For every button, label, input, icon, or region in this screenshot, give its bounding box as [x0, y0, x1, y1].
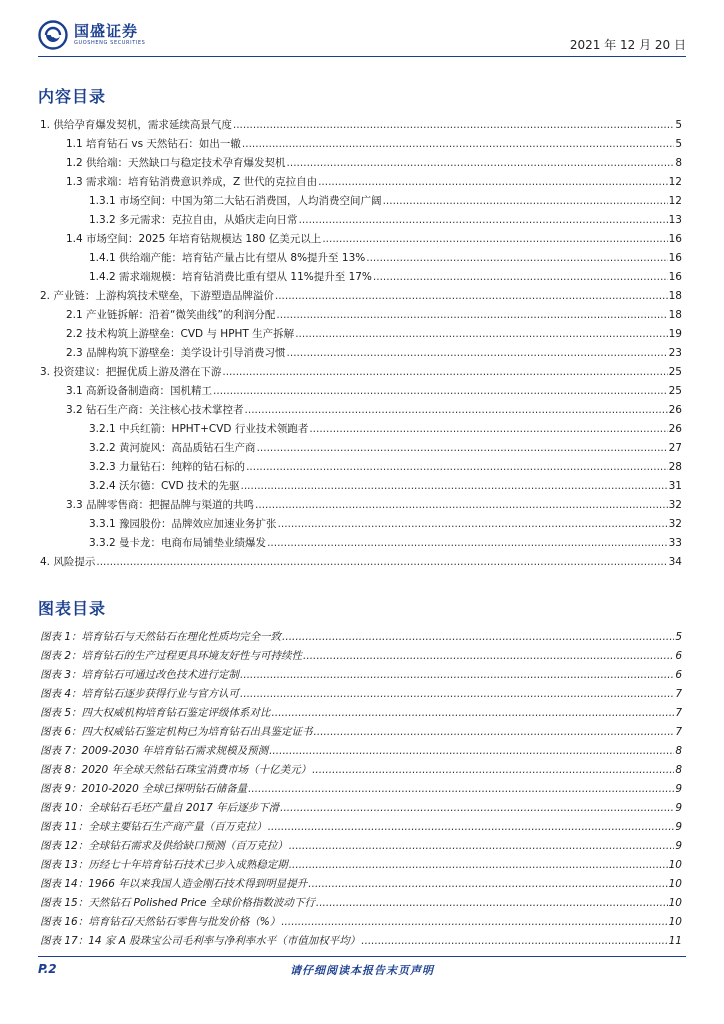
toc-leader: [240, 668, 674, 682]
toc-leader: [245, 403, 668, 417]
toc-entry-page: 16: [668, 271, 682, 283]
toc-leader: [299, 213, 668, 227]
toc-entry-page: 34: [668, 556, 682, 568]
figure-entry-label: 图表 3：培育钻石可通过改色技术进行定制: [40, 669, 240, 681]
logo-english-name: GUOSHENG SECURITIES: [74, 40, 146, 46]
toc-entry-label: 3. 投资建议：把握优质上游及潜在下游: [40, 366, 222, 378]
figure-entry-label: 图表 7：2009-2030 年培育钻石需求规模及预测: [40, 745, 269, 757]
toc-entry-page: 12: [668, 195, 682, 207]
toc-entry-page: 32: [668, 499, 682, 511]
toc-leader: [289, 839, 675, 853]
toc-entry-label: 1.3 需求端：培育钻消费意识养成，Z 世代的克拉自由: [66, 176, 318, 188]
toc-leader: [96, 555, 667, 569]
page-number: P.2: [38, 962, 57, 976]
figure-entry-label: 图表 1：培育钻石与天然钻石在理化性质均完全一致: [40, 631, 282, 643]
toc-entry[interactable]: [89, 517, 682, 531]
toc-entry[interactable]: [40, 365, 682, 379]
toc-title: 内容目录: [38, 87, 107, 106]
figure-entry[interactable]: [40, 801, 682, 815]
toc-entry-label: 1.1 培育钻石 vs 天然钻石：如出一辙: [66, 138, 241, 150]
header-divider: [38, 56, 686, 57]
figure-entry-label: 图表 17：14 家 A 股珠宝公司毛利率与净利率水平（市值加权平均）: [40, 935, 361, 947]
logo-text: [74, 23, 145, 47]
toc-entry-page: 5: [675, 119, 682, 131]
figure-entry[interactable]: [40, 839, 682, 853]
figure-entry-page: 11: [668, 935, 682, 947]
toc-entry-page: 26: [668, 404, 682, 416]
toc-entry-page: 25: [668, 366, 682, 378]
toc-leader: [275, 289, 668, 303]
toc-entry-page: 12: [668, 176, 682, 188]
figure-entry-label: 图表 4：培育钻石逐步获得行业与官方认可: [40, 688, 240, 700]
toc-entry[interactable]: [66, 403, 682, 417]
toc-entry[interactable]: [66, 346, 682, 360]
toc-entry-label: 1.2 供给端：天然缺口与稳定技术孕育爆发契机: [66, 157, 286, 169]
toc-entry-label: 2. 产业链：上游构筑技术壁垒，下游塑造品牌溢价: [40, 290, 274, 302]
figure-entry-label: 图表 14：1966 年以来我国人造金刚石技术得到明显提升: [40, 878, 308, 890]
figure-entry-page: 10: [668, 859, 682, 871]
toc-leader: [295, 327, 667, 341]
toc-entry[interactable]: [89, 213, 682, 227]
figure-entry-page: 10: [668, 878, 682, 890]
toc-leader: [246, 460, 668, 474]
toc-entry-label: 3.3.1 豫园股份：品牌效应加速业务扩张: [89, 518, 277, 530]
toc-entry-page: 27: [668, 442, 682, 454]
toc-leader: [242, 137, 674, 151]
figure-entry[interactable]: [40, 763, 682, 777]
toc-entry[interactable]: [66, 175, 682, 189]
toc-leader: [316, 896, 668, 910]
toc-entry-label: 1.3.1 市场空间：中国为第二大钻石消费国，人均消费空间广阔: [89, 195, 382, 207]
toc-entry[interactable]: [66, 156, 682, 170]
toc-entry-label: 1.4.2 需求端规模：培育钻消费比重有望从 11%提升至 17%: [89, 271, 372, 283]
figure-entry-page: 9: [675, 802, 682, 814]
toc-leader: [257, 441, 668, 455]
toc-entry-page: 23: [668, 347, 682, 359]
figure-entry-page: 7: [675, 688, 682, 700]
toc-leader: [383, 194, 668, 208]
footer-divider: [38, 956, 686, 957]
toc-entry[interactable]: [89, 270, 682, 284]
toc-leader: [318, 175, 668, 189]
toc-entry-page: 13: [668, 214, 682, 226]
figure-entry-page: 5: [675, 631, 682, 643]
toc-leader: [276, 308, 667, 322]
toc-entry-label: 1.4 市场空间：2025 年培育钻规模达 180 亿美元以上: [66, 233, 322, 245]
toc-entry-page: 16: [668, 252, 682, 264]
toc-leader: [287, 346, 668, 360]
toc-entry-label: 4. 风险提示: [40, 556, 96, 568]
toc-leader: [241, 479, 668, 493]
toc-entry-page: 18: [668, 309, 682, 321]
toc-entry[interactable]: [89, 194, 682, 208]
figure-entry-label: 图表 8：2020 年全球天然钻石珠宝消费市场（十亿美元）: [40, 764, 312, 776]
toc-entry-label: 2.3 品牌构筑下游壁垒：美学设计引导消费习惯: [66, 347, 286, 359]
figure-entry-page: 7: [675, 726, 682, 738]
figure-entry-page: 7: [675, 707, 682, 719]
figure-entry-page: 8: [675, 764, 682, 776]
figure-entry-label: 图表 12：全球钻石需求及供给缺口预测（百万克拉）: [40, 840, 288, 852]
disclaimer-notice: 请仔细阅读本报告末页声明: [290, 964, 434, 977]
toc-entry[interactable]: [89, 536, 682, 550]
toc-leader: [322, 232, 667, 246]
toc-entry-label: 3.2.3 力量钻石：纯粹的钻石标的: [89, 461, 246, 473]
figure-entry-page: 9: [675, 840, 682, 852]
toc-entry-page: 16: [668, 233, 682, 245]
toc-leader: [366, 251, 667, 265]
toc-entry[interactable]: [66, 308, 682, 322]
toc-leader: [278, 517, 668, 531]
toc-leader: [255, 498, 668, 512]
figure-entry-page: 6: [675, 650, 682, 662]
figure-entry-page: 9: [675, 821, 682, 833]
figure-entry[interactable]: [40, 668, 682, 682]
page-header: [38, 20, 686, 54]
figure-entry-label: 图表 10：全球钻石毛坯产量自 2017 年后逐步下滑: [40, 802, 280, 814]
figure-entry-label: 图表 15：天然钻石 Polished Price 全球价格指数波动下行: [40, 897, 315, 909]
toc-entry-label: 2.2 技术构筑上游壁垒：CVD 与 HPHT 生产拆解: [66, 328, 295, 340]
toc-entry-label: 3.2.4 沃尔德：CVD 技术的先驱: [89, 480, 240, 492]
figure-entry[interactable]: [40, 877, 682, 891]
toc-entry[interactable]: [89, 479, 682, 493]
toc-entry[interactable]: [89, 460, 682, 474]
figure-entry-label: 图表 16：培育钻石/天然钻石零售与批发价格（%）: [40, 916, 281, 928]
toc-leader: [282, 630, 674, 644]
toc-entry-page: 18: [668, 290, 682, 302]
toc-leader: [280, 801, 674, 815]
toc-entry-page: 19: [668, 328, 682, 340]
figure-entry-label: 图表 2：培育钻石的生产过程更具环境友好性与可持续性: [40, 650, 303, 662]
toc-entry-page: 31: [668, 480, 682, 492]
toc-entry-label: 3.2.1 中兵红箭：HPHT+CVD 行业技术领跑者: [89, 423, 309, 435]
toc-leader: [373, 270, 668, 284]
toc-entry-label: 1. 供给孕育爆发契机，需求延续高景气度: [40, 119, 232, 131]
figure-entry[interactable]: [40, 934, 682, 948]
toc-entry[interactable]: [89, 251, 682, 265]
toc-leader: [222, 365, 667, 379]
toc-entry[interactable]: [66, 327, 682, 341]
toc-entry-page: 25: [668, 385, 682, 397]
figure-entry-page: 9: [675, 783, 682, 795]
figure-entry-label: 图表 11：全球主要钻石生产商产量（百万克拉）: [40, 821, 267, 833]
toc-leader: [289, 858, 668, 872]
toc-leader: [312, 763, 674, 777]
toc-leader: [314, 725, 675, 739]
toc-entry-page: 5: [675, 138, 682, 150]
figure-entry[interactable]: [40, 744, 682, 758]
figure-entry[interactable]: [40, 896, 682, 910]
toc-leader: [268, 820, 675, 834]
toc-entry-page: 8: [675, 157, 682, 169]
toc-entry[interactable]: [40, 555, 682, 569]
toc-entry[interactable]: [40, 118, 682, 132]
toc-entry-label: 1.3.2 多元需求：克拉自由，从婚庆走向日常: [89, 214, 298, 226]
logo-chinese-name: 国盛证券: [74, 22, 139, 40]
figure-entry-label: 图表 6：四大权威钻石鉴定机构已为培育钻石出具鉴定证书: [40, 726, 313, 738]
figure-entry[interactable]: [40, 782, 682, 796]
toc-entry-label: 3.3 品牌零售商：把握品牌与渠道的共鸣: [66, 499, 255, 511]
company-logo: [38, 20, 145, 50]
toc-leader: [267, 536, 668, 550]
toc-entry-page: 28: [668, 461, 682, 473]
figure-entry[interactable]: [40, 820, 682, 834]
toc-leader: [287, 156, 675, 170]
toc-entry[interactable]: [66, 498, 682, 512]
toc-entry-label: 3.2.2 黄河旋风：高品质钻石生产商: [89, 442, 256, 454]
toc-leader: [309, 422, 667, 436]
toc-leader: [213, 384, 668, 398]
figure-entry[interactable]: [40, 706, 682, 720]
figure-entry-label: 图表 5：四大权威机构培育钻石鉴定评级体系对比: [40, 707, 271, 719]
toc-leader: [240, 687, 674, 701]
toc-entry-label: 3.2 钻石生产商：关注核心技术掌控者: [66, 404, 244, 416]
toc-leader: [233, 118, 674, 132]
toc-entry[interactable]: [66, 232, 682, 246]
toc-leader: [361, 934, 667, 948]
toc-entry[interactable]: [66, 384, 682, 398]
figure-entry-page: 8: [675, 745, 682, 757]
figure-entry-label: 图表 9：2010-2020 全球已探明钻石储备量: [40, 783, 248, 795]
figure-entry[interactable]: [40, 725, 682, 739]
toc-entry-label: 2.1 产业链拆解：沿着“微笑曲线”的利润分配: [66, 309, 276, 321]
figure-entry-page: 10: [668, 897, 682, 909]
logo-mark-icon: [38, 20, 68, 50]
figure-entry-page: 6: [675, 669, 682, 681]
figure-entry[interactable]: [40, 858, 682, 872]
toc-leader: [248, 782, 674, 796]
toc-entry-label: 1.4.1 供给端产能：培育钻产量占比有望从 8%提升至 13%: [89, 252, 366, 264]
toc-entry-page: 33: [668, 537, 682, 549]
toc-entry-label: 3.3.2 曼卡龙：电商布局铺垫业绩爆发: [89, 537, 267, 549]
toc-entry[interactable]: [89, 441, 682, 455]
toc-entry[interactable]: [89, 422, 682, 436]
report-date: 2021 年 12 月 20 日: [569, 38, 686, 52]
toc-entry[interactable]: [66, 137, 682, 151]
toc-leader: [308, 877, 667, 891]
figure-entry[interactable]: [40, 630, 682, 644]
toc-leader: [281, 915, 667, 929]
figure-entry-label: 图表 13：历经七十年培育钻石技术已步入成熟稳定期: [40, 859, 288, 871]
toc-entry-page: 32: [668, 518, 682, 530]
figure-entry[interactable]: [40, 915, 682, 929]
toc-leader: [303, 649, 674, 663]
toc-leader: [269, 744, 674, 758]
figure-entry[interactable]: [40, 687, 682, 701]
toc-leader: [272, 706, 675, 720]
figure-entry-page: 10: [668, 916, 682, 928]
figure-entry[interactable]: [40, 649, 682, 663]
figures-title: 图表目录: [38, 599, 107, 618]
toc-entry-label: 3.1 高新设备制造商：国机精工: [66, 385, 213, 397]
toc-entry[interactable]: [40, 289, 682, 303]
toc-entry-page: 26: [668, 423, 682, 435]
